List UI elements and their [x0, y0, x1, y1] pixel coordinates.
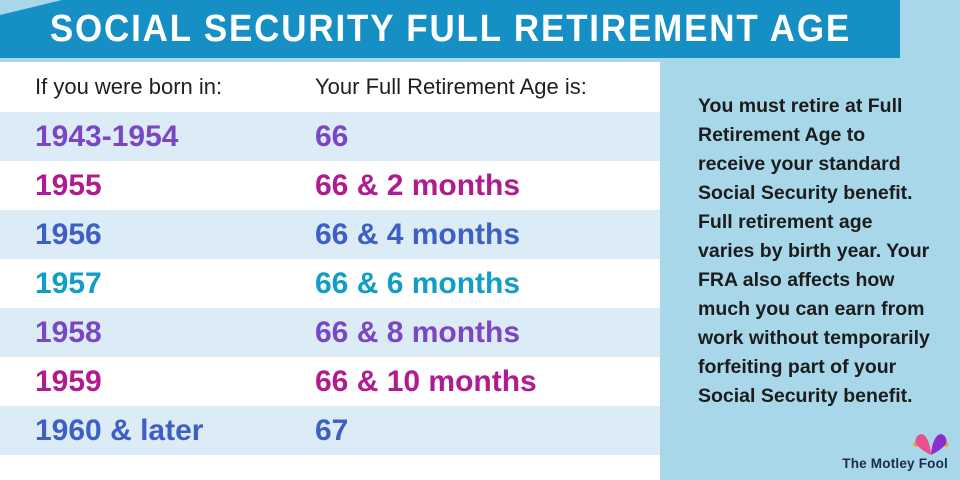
content-area	[0, 62, 960, 480]
table-row	[0, 406, 660, 455]
jester-cap-icon	[912, 432, 950, 457]
table-row	[0, 259, 660, 308]
fra-value: 66 & 8 months	[315, 316, 521, 349]
table-body	[0, 112, 660, 455]
table-row	[0, 357, 660, 406]
born-value: 1959	[35, 365, 102, 398]
table-row	[0, 112, 660, 161]
born-value: 1957	[35, 267, 102, 300]
born-value: 1956	[35, 218, 102, 251]
table-row	[0, 308, 660, 357]
header-bar	[0, 0, 960, 58]
info-panel	[660, 62, 960, 480]
logo-text: The Motley Fool	[842, 456, 948, 471]
fra-value: 66 & 2 months	[315, 169, 521, 202]
retirement-table	[0, 62, 660, 480]
column-header-fra: Your Full Retirement Age is:	[315, 74, 587, 99]
fra-value: 66	[315, 120, 349, 153]
info-text: You must retire at Full Retirement Age to receive your standard Social Security benefit. Full retirement age varies by birth year. Your FRA also affects how much you can earn from work without temporarily forfeiting part of your Social Security benefit.	[698, 95, 930, 408]
title-bar	[0, 0, 900, 58]
born-value: 1960 & later	[35, 414, 204, 447]
page-title: SOCIAL SECURITY FULL RETIREMENT AGE	[49, 7, 851, 50]
table-row	[0, 210, 660, 259]
fra-value: 66 & 10 months	[315, 365, 537, 398]
motley-fool-logo	[842, 455, 948, 473]
column-header-born: If you were born in:	[35, 74, 223, 99]
cap-lobe-left	[915, 434, 931, 455]
cap-lobe-right	[931, 434, 947, 455]
fra-value: 66 & 6 months	[315, 267, 521, 300]
table-header-row	[0, 62, 660, 112]
table-row	[0, 161, 660, 210]
fra-value: 67	[315, 414, 349, 447]
born-value: 1958	[35, 316, 102, 349]
born-value: 1955	[35, 169, 102, 202]
born-value: 1943-1954	[35, 120, 179, 153]
fra-value: 66 & 4 months	[315, 218, 521, 251]
